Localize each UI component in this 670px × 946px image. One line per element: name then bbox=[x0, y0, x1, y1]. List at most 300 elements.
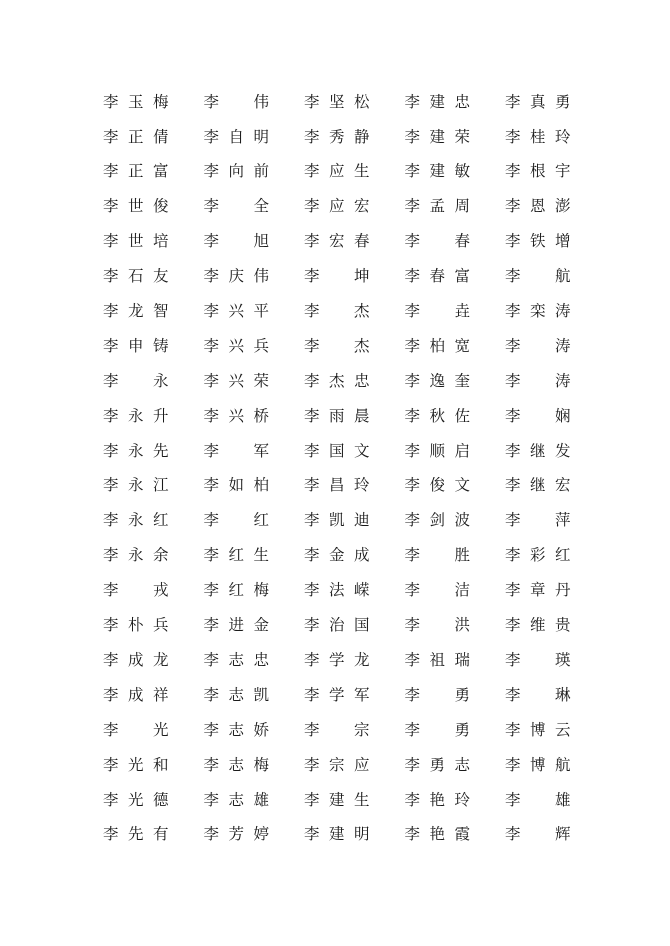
name-character: 李 bbox=[404, 581, 421, 600]
name-entry bbox=[304, 643, 405, 678]
name-character: 李 bbox=[203, 511, 220, 530]
name-character: 李 bbox=[505, 162, 521, 181]
name-character: 娇 bbox=[253, 720, 270, 739]
name-entry bbox=[405, 364, 506, 399]
name-character: 余 bbox=[153, 546, 169, 565]
name-character: 李 bbox=[203, 371, 220, 390]
name-character: 忠 bbox=[454, 92, 471, 111]
name-character: 李 bbox=[505, 232, 521, 251]
name-character: 李 bbox=[103, 825, 119, 844]
name-entry bbox=[405, 225, 506, 260]
name-character: 启 bbox=[454, 441, 471, 460]
name-entry bbox=[304, 573, 405, 608]
name-entry bbox=[304, 294, 405, 329]
name-character: 孟 bbox=[429, 197, 446, 216]
name-entry bbox=[505, 539, 606, 574]
name-character: 祥 bbox=[153, 685, 169, 704]
name-character: 石 bbox=[128, 267, 144, 286]
name-character: 如 bbox=[228, 476, 245, 495]
name-character: 李 bbox=[505, 371, 521, 390]
name-character: 倩 bbox=[153, 127, 169, 146]
name-character: 宗 bbox=[329, 755, 345, 774]
name-character: 李 bbox=[505, 336, 521, 355]
name-character: 李 bbox=[103, 371, 119, 390]
name-character: 桥 bbox=[253, 406, 270, 425]
name-entry bbox=[505, 259, 606, 294]
name-character: 志 bbox=[454, 755, 471, 774]
name-character: 凯 bbox=[253, 685, 270, 704]
name-entry bbox=[405, 539, 506, 574]
name-character: 正 bbox=[128, 162, 144, 181]
name-character: 涛 bbox=[555, 371, 571, 390]
name-character: 李 bbox=[103, 755, 119, 774]
name-character: 李 bbox=[404, 267, 421, 286]
name-character: 李 bbox=[304, 127, 320, 146]
name-character: 李 bbox=[203, 720, 220, 739]
name-character: 李 bbox=[103, 267, 119, 286]
name-character: 云 bbox=[555, 720, 571, 739]
name-character: 李 bbox=[203, 127, 220, 146]
name-character: 先 bbox=[153, 441, 169, 460]
name-character: 继 bbox=[530, 441, 546, 460]
name-character: 增 bbox=[555, 232, 571, 251]
name-entry bbox=[505, 85, 606, 120]
name-character: 李 bbox=[505, 267, 521, 286]
name-character: 李 bbox=[404, 650, 421, 669]
name-character: 光 bbox=[128, 790, 144, 809]
name-character: 李 bbox=[404, 616, 421, 635]
name-character: 忠 bbox=[253, 650, 270, 669]
name-character: 升 bbox=[153, 406, 169, 425]
name-entry bbox=[103, 573, 204, 608]
name-character: 李 bbox=[404, 127, 421, 146]
name-character: 庆 bbox=[228, 267, 245, 286]
name-character: 佐 bbox=[454, 406, 471, 425]
name-character: 李 bbox=[304, 581, 320, 600]
name-character: 李 bbox=[404, 302, 421, 321]
name-character: 李 bbox=[203, 197, 220, 216]
name-character: 李 bbox=[103, 441, 119, 460]
name-entry bbox=[505, 678, 606, 713]
name-character: 李 bbox=[505, 406, 521, 425]
name-character: 梅 bbox=[153, 92, 169, 111]
name-entry bbox=[103, 643, 204, 678]
name-character: 有 bbox=[153, 825, 169, 844]
name-entry bbox=[204, 783, 305, 818]
name-character: 李 bbox=[404, 371, 421, 390]
name-character: 艳 bbox=[429, 790, 446, 809]
name-character: 顺 bbox=[429, 441, 446, 460]
name-entry bbox=[304, 504, 405, 539]
name-entry bbox=[405, 190, 506, 225]
name-character: 李 bbox=[404, 92, 421, 111]
name-character: 应 bbox=[329, 197, 345, 216]
name-entry bbox=[103, 434, 204, 469]
name-character: 永 bbox=[128, 476, 144, 495]
name-entry bbox=[304, 608, 405, 643]
name-character: 李 bbox=[404, 197, 421, 216]
name-character: 李 bbox=[304, 302, 320, 321]
name-entry bbox=[204, 399, 305, 434]
name-character: 前 bbox=[253, 162, 270, 181]
name-character: 李 bbox=[404, 755, 421, 774]
name-character: 龙 bbox=[354, 650, 370, 669]
name-character: 和 bbox=[153, 755, 169, 774]
name-entry bbox=[204, 155, 305, 190]
name-character: 李 bbox=[404, 476, 421, 495]
name-character: 宽 bbox=[454, 336, 471, 355]
name-character: 坤 bbox=[354, 267, 370, 286]
name-character: 国 bbox=[329, 441, 345, 460]
name-entry bbox=[103, 225, 204, 260]
name-entry bbox=[204, 504, 305, 539]
name-character: 建 bbox=[329, 790, 345, 809]
name-entry bbox=[204, 364, 305, 399]
name-character: 李 bbox=[103, 406, 119, 425]
name-entry bbox=[103, 259, 204, 294]
name-entry bbox=[405, 783, 506, 818]
name-entry bbox=[505, 120, 606, 155]
name-character: 祖 bbox=[429, 650, 446, 669]
name-character: 春 bbox=[354, 232, 370, 251]
name-character: 发 bbox=[555, 441, 571, 460]
name-character: 龙 bbox=[153, 650, 169, 669]
name-character: 雄 bbox=[555, 790, 571, 809]
name-character: 凯 bbox=[329, 511, 345, 530]
name-character: 宏 bbox=[354, 197, 370, 216]
name-character: 嵘 bbox=[354, 581, 370, 600]
name-character: 李 bbox=[505, 441, 521, 460]
name-character: 兵 bbox=[253, 336, 270, 355]
name-character: 李 bbox=[304, 476, 320, 495]
name-character: 李 bbox=[404, 232, 421, 251]
name-entry bbox=[304, 329, 405, 364]
name-entry bbox=[103, 818, 204, 853]
name-character: 春 bbox=[454, 232, 471, 251]
name-character: 李 bbox=[505, 92, 521, 111]
name-character: 李 bbox=[103, 616, 119, 635]
name-character: 李 bbox=[505, 616, 521, 635]
name-character: 军 bbox=[354, 685, 370, 704]
name-entry bbox=[405, 818, 506, 853]
name-character: 李 bbox=[304, 336, 320, 355]
name-entry bbox=[204, 469, 305, 504]
name-character: 成 bbox=[128, 685, 144, 704]
name-character: 柏 bbox=[429, 336, 446, 355]
name-character: 永 bbox=[153, 371, 169, 390]
name-character: 兴 bbox=[228, 406, 245, 425]
name-character: 志 bbox=[228, 790, 245, 809]
name-character: 勇 bbox=[454, 685, 471, 704]
name-character: 李 bbox=[203, 755, 220, 774]
name-entry bbox=[505, 364, 606, 399]
name-entry bbox=[103, 155, 204, 190]
name-character: 志 bbox=[228, 685, 245, 704]
name-character: 红 bbox=[253, 511, 270, 530]
name-entry bbox=[103, 469, 204, 504]
name-entry bbox=[204, 539, 305, 574]
name-character: 永 bbox=[128, 511, 144, 530]
name-character: 富 bbox=[454, 267, 471, 286]
name-character: 兴 bbox=[228, 336, 245, 355]
name-character: 李 bbox=[203, 476, 220, 495]
name-entry bbox=[103, 539, 204, 574]
name-character: 李 bbox=[404, 825, 421, 844]
name-character: 龙 bbox=[128, 302, 144, 321]
name-entry bbox=[304, 85, 405, 120]
name-character: 李 bbox=[103, 476, 119, 495]
name-entry bbox=[204, 434, 305, 469]
name-entry bbox=[204, 190, 305, 225]
name-character: 金 bbox=[253, 616, 270, 635]
name-character: 光 bbox=[128, 755, 144, 774]
name-character: 李 bbox=[404, 511, 421, 530]
name-entry bbox=[505, 818, 606, 853]
name-character: 李 bbox=[203, 546, 220, 565]
name-character: 李 bbox=[304, 790, 320, 809]
name-character: 志 bbox=[228, 755, 245, 774]
name-character: 红 bbox=[153, 511, 169, 530]
name-character: 李 bbox=[304, 371, 320, 390]
name-character: 法 bbox=[329, 581, 345, 600]
name-entry bbox=[103, 294, 204, 329]
name-character: 李 bbox=[203, 406, 220, 425]
name-entry bbox=[204, 85, 305, 120]
name-entry bbox=[405, 713, 506, 748]
name-entry bbox=[304, 539, 405, 574]
name-character: 李 bbox=[304, 232, 320, 251]
name-character: 丹 bbox=[555, 581, 571, 600]
name-character: 玲 bbox=[354, 476, 370, 495]
name-character: 垚 bbox=[454, 302, 471, 321]
name-entry bbox=[505, 608, 606, 643]
name-character: 坚 bbox=[329, 92, 345, 111]
name-character: 萍 bbox=[555, 511, 571, 530]
name-character: 李 bbox=[103, 197, 119, 216]
name-character: 李 bbox=[103, 581, 119, 600]
name-entry bbox=[304, 399, 405, 434]
name-character: 李 bbox=[103, 336, 119, 355]
name-character: 李 bbox=[404, 162, 421, 181]
name-character: 李 bbox=[304, 616, 320, 635]
name-character: 彩 bbox=[530, 546, 546, 565]
name-character: 李 bbox=[103, 92, 119, 111]
name-character: 宏 bbox=[329, 232, 345, 251]
name-entry bbox=[405, 608, 506, 643]
name-character: 李 bbox=[304, 267, 320, 286]
name-character: 世 bbox=[128, 232, 144, 251]
name-character: 涛 bbox=[555, 336, 571, 355]
name-character: 友 bbox=[153, 267, 169, 286]
name-character: 李 bbox=[203, 302, 220, 321]
name-entry bbox=[505, 713, 606, 748]
name-character: 李 bbox=[404, 546, 421, 565]
name-entry bbox=[505, 329, 606, 364]
name-character: 李 bbox=[505, 197, 521, 216]
name-character: 杰 bbox=[354, 336, 370, 355]
name-entry bbox=[405, 85, 506, 120]
name-entry bbox=[103, 748, 204, 783]
name-character: 玲 bbox=[454, 790, 471, 809]
name-character: 波 bbox=[454, 511, 471, 530]
name-entry bbox=[304, 120, 405, 155]
name-character: 李 bbox=[304, 406, 320, 425]
name-character: 洪 bbox=[454, 616, 471, 635]
name-entry bbox=[204, 225, 305, 260]
name-character: 李 bbox=[103, 650, 119, 669]
name-character: 芳 bbox=[228, 825, 245, 844]
name-character: 红 bbox=[228, 581, 245, 600]
name-character: 剑 bbox=[429, 511, 446, 530]
name-entry bbox=[505, 643, 606, 678]
name-character: 婷 bbox=[253, 825, 270, 844]
name-character: 李 bbox=[404, 685, 421, 704]
name-character: 李 bbox=[304, 511, 320, 530]
name-character: 李 bbox=[203, 650, 220, 669]
name-character: 奎 bbox=[454, 371, 471, 390]
name-character: 志 bbox=[228, 720, 245, 739]
name-entry bbox=[304, 818, 405, 853]
name-character: 红 bbox=[555, 546, 571, 565]
name-character: 治 bbox=[329, 616, 345, 635]
name-list bbox=[103, 85, 583, 853]
name-character: 秀 bbox=[329, 127, 345, 146]
name-entry bbox=[204, 608, 305, 643]
name-character: 勇 bbox=[454, 720, 471, 739]
name-entry bbox=[103, 190, 204, 225]
name-character: 李 bbox=[505, 546, 521, 565]
name-character: 李 bbox=[103, 127, 119, 146]
name-character: 李 bbox=[404, 336, 421, 355]
name-character: 建 bbox=[429, 162, 446, 181]
name-character: 李 bbox=[103, 790, 119, 809]
name-character: 文 bbox=[454, 476, 471, 495]
name-entry bbox=[405, 469, 506, 504]
name-character: 勇 bbox=[429, 755, 446, 774]
name-character: 李 bbox=[203, 790, 220, 809]
name-entry bbox=[405, 294, 506, 329]
name-character: 辉 bbox=[555, 825, 571, 844]
name-character: 昌 bbox=[329, 476, 345, 495]
name-character: 博 bbox=[530, 720, 546, 739]
name-character: 李 bbox=[203, 441, 220, 460]
name-character: 向 bbox=[228, 162, 245, 181]
name-character: 李 bbox=[304, 197, 320, 216]
name-character: 李 bbox=[203, 616, 220, 635]
name-character: 杰 bbox=[329, 371, 345, 390]
name-character: 李 bbox=[103, 232, 119, 251]
name-character: 应 bbox=[329, 162, 345, 181]
name-entry bbox=[304, 364, 405, 399]
name-character: 铁 bbox=[530, 232, 546, 251]
name-character: 生 bbox=[354, 162, 370, 181]
name-entry bbox=[405, 434, 506, 469]
name-character: 瑛 bbox=[555, 650, 571, 669]
name-entry bbox=[204, 713, 305, 748]
name-character: 李 bbox=[304, 720, 320, 739]
name-entry bbox=[505, 399, 606, 434]
name-entry bbox=[505, 469, 606, 504]
name-entry bbox=[103, 364, 204, 399]
name-character: 贵 bbox=[555, 616, 571, 635]
name-character: 李 bbox=[404, 720, 421, 739]
name-character: 戎 bbox=[153, 581, 169, 600]
name-character: 永 bbox=[128, 546, 144, 565]
name-character: 杰 bbox=[354, 302, 370, 321]
name-character: 自 bbox=[228, 127, 245, 146]
name-character: 李 bbox=[505, 790, 521, 809]
name-character: 李 bbox=[505, 581, 521, 600]
name-entry bbox=[204, 748, 305, 783]
name-entry bbox=[304, 678, 405, 713]
name-character: 兵 bbox=[153, 616, 169, 635]
name-character: 继 bbox=[530, 476, 546, 495]
name-character: 伟 bbox=[253, 267, 270, 286]
name-character: 瑞 bbox=[454, 650, 471, 669]
name-character: 荣 bbox=[253, 371, 270, 390]
name-character: 航 bbox=[555, 755, 571, 774]
name-entry bbox=[405, 259, 506, 294]
name-entry bbox=[204, 294, 305, 329]
name-character: 洁 bbox=[454, 581, 471, 600]
name-entry bbox=[103, 329, 204, 364]
name-character: 李 bbox=[103, 511, 119, 530]
name-character: 伟 bbox=[253, 92, 270, 111]
name-character: 宏 bbox=[555, 476, 571, 495]
name-character: 李 bbox=[203, 162, 220, 181]
name-entry bbox=[505, 783, 606, 818]
name-character: 李 bbox=[505, 755, 521, 774]
name-entry bbox=[505, 573, 606, 608]
name-character: 李 bbox=[404, 790, 421, 809]
name-character: 真 bbox=[530, 92, 546, 111]
name-character: 恩 bbox=[530, 197, 546, 216]
name-character: 李 bbox=[304, 650, 320, 669]
name-entry bbox=[103, 504, 204, 539]
name-character: 李 bbox=[304, 755, 320, 774]
name-entry bbox=[405, 573, 506, 608]
name-character: 维 bbox=[530, 616, 546, 635]
name-character: 李 bbox=[203, 232, 220, 251]
name-character: 李 bbox=[103, 720, 119, 739]
name-character: 建 bbox=[429, 92, 446, 111]
name-entry bbox=[204, 818, 305, 853]
name-entry bbox=[405, 504, 506, 539]
name-entry bbox=[405, 748, 506, 783]
name-character: 桂 bbox=[530, 127, 546, 146]
name-character: 李 bbox=[103, 546, 119, 565]
name-character: 铸 bbox=[153, 336, 169, 355]
name-character: 永 bbox=[128, 406, 144, 425]
name-character: 国 bbox=[354, 616, 370, 635]
name-character: 李 bbox=[505, 825, 521, 844]
name-character: 李 bbox=[505, 685, 521, 704]
name-character: 文 bbox=[354, 441, 370, 460]
name-character: 李 bbox=[304, 92, 320, 111]
name-character: 迪 bbox=[354, 511, 370, 530]
name-character: 全 bbox=[253, 197, 270, 216]
name-entry bbox=[204, 678, 305, 713]
name-entry bbox=[304, 225, 405, 260]
name-entry bbox=[505, 190, 606, 225]
name-entry bbox=[505, 748, 606, 783]
name-character: 航 bbox=[555, 267, 571, 286]
name-character: 江 bbox=[153, 476, 169, 495]
name-character: 静 bbox=[354, 127, 370, 146]
name-entry bbox=[103, 678, 204, 713]
name-character: 勇 bbox=[555, 92, 571, 111]
name-character: 德 bbox=[153, 790, 169, 809]
